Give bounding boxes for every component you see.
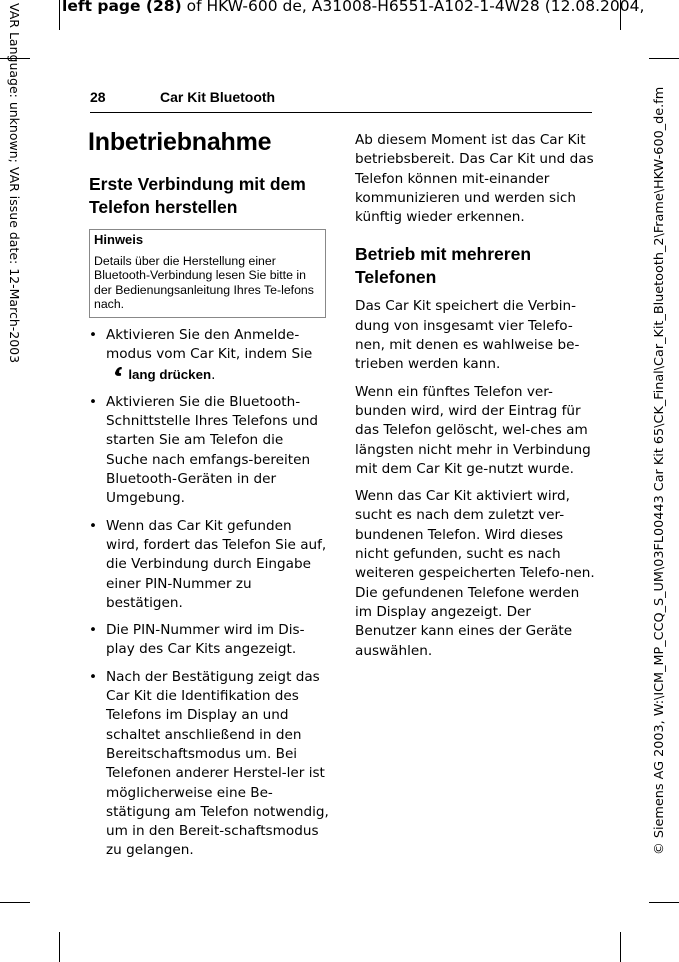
step-end: . <box>211 366 216 383</box>
running-title: Car Kit Bluetooth <box>160 89 276 105</box>
crop-mark <box>0 902 30 903</box>
crop-header-page: left page (28) <box>62 0 182 15</box>
page-number: 28 <box>90 89 106 105</box>
left-margin-note: VAR Language: unknown; VAR issue date: 12-March-2003 <box>7 3 22 364</box>
activation-paragraph: Wenn das Car Kit aktiviert wird, sucht es nach dem zuletzt ver-bundenen Telefon. Wird dieses nicht gefunden, sucht es nach weiteren gespeicherten Telefo-nen. Die gefundenen Telefone werden im Display angezeigt. Der Benutzer kann eines der Geräte auswählen. <box>355 488 595 659</box>
step-text: Aktivieren Sie den Anmelde-modus vom Car Kit, indem Sie <box>106 326 313 363</box>
crop-header-info: of HKW-600 de, A31008-H6551-A102-1-4W28 (12.08.2004, <box>181 0 645 15</box>
first-connection-heading: Erste Verbindung mit dem Telefon herstellen <box>89 174 306 217</box>
call-key-icon <box>106 367 124 381</box>
header-rule <box>90 112 592 113</box>
right-margin-note: © Siemens AG 2003, W:\ICM_MP_CCQ_S_UM\03FL00443 Car Kit 65\CK_Final\Car_Kit_Bluetooth_2\Frame\HKW-600_de.fm <box>652 86 667 855</box>
crop-header <box>62 0 644 15</box>
crop-mark <box>620 932 621 962</box>
crop-mark <box>649 902 679 903</box>
ready-paragraph: Ab diesem Moment ist das Car Kit betriebsbereit. Das Car Kit und das Telefon können mit-einander kommunizieren und werden sich künftig wieder erkennen. <box>355 132 594 226</box>
crop-mark <box>649 58 679 59</box>
note-box <box>89 229 326 318</box>
crop-mark <box>59 932 60 962</box>
list-item: • Aktivieren Sie die Bluetooth-Schnittstelle Ihres Telefons und starten Sie am Telefon die Suche nach emfangs-bereiten Bluetooth-Geräten in der Umgebung. <box>89 393 329 509</box>
list-item <box>89 326 329 385</box>
storage-paragraph: Das Car Kit speichert die Verbin-dung von insgesamt vier Telefo-nen, mit denen es wahlweise be-trieben werden kann. <box>355 298 580 373</box>
left-column <box>89 173 329 869</box>
setup-steps <box>89 326 329 861</box>
key-instruction: lang drücken <box>128 366 212 382</box>
section-title: Inbetriebnahme <box>88 128 272 156</box>
note-text: Details über die Herstellung einer Bluetooth-Verbindung lesen Sie bitte in der Bedienungsanleitung Ihres Te-lefons nach. <box>94 253 314 312</box>
list-item: • Wenn das Car Kit gefunden wird, fordert das Telefon Sie auf, die Verbindung durch Eingabe einer PIN-Nummer zu bestätigen. <box>89 517 329 613</box>
multiple-phones-heading: Betrieb mit mehreren Telefonen <box>355 244 532 288</box>
list-item: • Nach der Bestätigung zeigt das Car Kit die Identifikation des Telefons im Display an und schaltet anschließend in den Bereitschaftsmodus um. Bei Telefonen anderer Herstel-ler ist möglicherweise eine Be-stätigung am Telefon notwendig, um in den Bereit-schaftsmodus zu gelangen. <box>89 668 329 861</box>
crop-mark <box>59 0 60 30</box>
list-item: • Die PIN-Nummer wird im Dis-play des Car Kits angezeigt. <box>89 621 329 660</box>
note-title: Hinweis <box>94 232 144 247</box>
fifth-phone-paragraph: Wenn ein fünftes Telefon ver-bunden wird, wird der Eintrag für das Telefon gelöscht, wel-ches am längsten nicht mehr in Verbindung mit dem Car Kit ge-nutzt wurde. <box>355 383 591 477</box>
right-column <box>355 131 595 669</box>
